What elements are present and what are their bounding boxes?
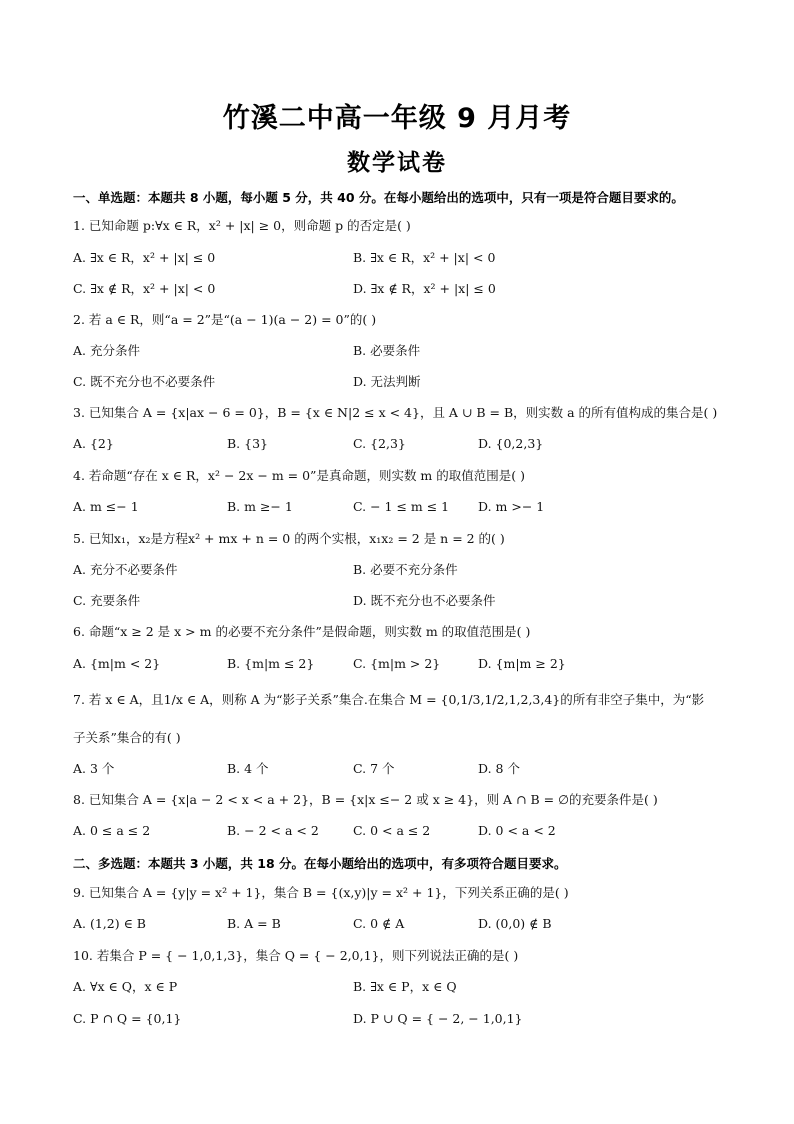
question-6-stem: 6. 命题“x ≥ 2 是 x > m 的必要不充分条件”是假命题，则实数 m 的取值范围是( ) [73, 624, 531, 639]
question-5-option-b: B. 必要不充分条件 [353, 562, 458, 577]
question-6-option-a: A. {m|m < 2} [73, 656, 161, 671]
question-7-option-b: B. 4 个 [227, 761, 269, 776]
question-8-option-b: B. − 2 < a < 2 [227, 823, 319, 838]
question-3-option-d: D. {0,2,3} [478, 436, 544, 451]
section-heading-multiple-choice: 二、多选题：本题共 3 小题，共 18 分。在每小题给出的选项中，有多项符合题目要求。 [73, 856, 567, 871]
question-10-stem: 10. 若集合 P = { − 1,0,1,3}，集合 Q = { − 2,0,1}，则下列说法正确的是( ) [73, 948, 519, 963]
question-9-option-d: D. (0,0) ∉ B [478, 916, 552, 931]
question-4-option-c: C. − 1 ≤ m ≤ 1 [353, 499, 450, 514]
question-6-option-c: C. {m|m > 2} [353, 656, 441, 671]
question-7-option-a: A. 3 个 [73, 761, 115, 776]
question-9-option-a: A. (1,2) ∈ B [73, 916, 146, 931]
question-6-option-d: D. {m|m ≥ 2} [478, 656, 566, 671]
question-8-option-c: C. 0 < a ≤ 2 [353, 823, 431, 838]
question-1-stem: 1. 已知命题 p:∀x ∈ R，x² + |x| ≥ 0，则命题 p 的否定是( ) [73, 218, 411, 233]
question-2-option-d: D. 无法判断 [353, 374, 421, 389]
question-5-option-a: A. 充分不必要条件 [73, 562, 178, 577]
question-9-option-b: B. A = B [227, 916, 281, 931]
question-3-option-c: C. {2,3} [353, 436, 406, 451]
question-2-option-c: C. 既不充分也不必要条件 [73, 374, 216, 389]
section-heading-single-choice: 一、单选题：本题共 8 小题，每小题 5 分，共 40 分。在每小题给出的选项中，只有一项是符合题目要求的。 [73, 190, 684, 205]
question-7-stem: 7. 若 x ∈ A，且1/x ∈ A，则称 A 为“影子关系”集合.在集合 M = {0,1/3,1/2,1,2,3,4}的所有非空子集中，为“影 [73, 692, 705, 707]
question-2-stem: 2. 若 a ∈ R，则“a = 2”是“(a − 1)(a − 2) = 0”的( ) [73, 312, 377, 327]
question-5-stem: 5. 已知x₁，x₂是方程x² + mx + n = 0 的两个实根，x₁x₂ = 2 是 n = 2 的( ) [73, 531, 505, 546]
question-4-option-d: D. m >− 1 [478, 499, 545, 514]
question-9-option-c: C. 0 ∉ A [353, 916, 405, 931]
question-1-option-a: A. ∃x ∈ R，x² + |x| ≤ 0 [73, 250, 216, 265]
question-10-option-d: D. P ∪ Q = { − 2, − 1,0,1} [353, 1011, 523, 1026]
question-5-option-d: D. 既不充分也不必要条件 [353, 593, 496, 608]
question-7-option-c: C. 7 个 [353, 761, 395, 776]
question-8-option-d: D. 0 < a < 2 [478, 823, 556, 838]
question-3-option-a: A. {2} [73, 436, 114, 451]
question-5-option-c: C. 充要条件 [73, 593, 141, 608]
question-10-option-b: B. ∃x ∈ P，x ∈ Q [353, 979, 457, 994]
question-3-stem: 3. 已知集合 A = {x|ax − 6 = 0}，B = {x ∈ N|2 ≤ x < 4}，且 A ∪ B = B，则实数 a 的所有值构成的集合是( ) [73, 405, 718, 420]
page-subtitle: 数学试卷 [347, 150, 447, 176]
question-1-option-c: C. ∃x ∉ R，x² + |x| < 0 [73, 281, 216, 296]
question-4-option-b: B. m ≥− 1 [227, 499, 293, 514]
question-7-option-d: D. 8 个 [478, 761, 520, 776]
question-10-option-a: A. ∀x ∈ Q，x ∈ P [73, 979, 178, 994]
question-4-option-a: A. m ≤− 1 [73, 499, 139, 514]
question-7-stem-continued: 子关系”集合的有( ) [73, 730, 181, 745]
question-10-option-c: C. P ∩ Q = {0,1} [73, 1011, 182, 1026]
question-2-option-b: B. 必要条件 [353, 343, 421, 358]
question-2-option-a: A. 充分条件 [73, 343, 140, 358]
question-6-option-b: B. {m|m ≤ 2} [227, 656, 315, 671]
question-8-stem: 8. 已知集合 A = {x|a − 2 < x < a + 2}，B = {x|x ≤− 2 或 x ≥ 4}，则 A ∩ B = ∅的充要条件是( ) [73, 792, 658, 807]
question-9-stem: 9. 已知集合 A = {y|y = x² + 1}，集合 B = {(x,y)|y = x² + 1}，下列关系正确的是( ) [73, 885, 569, 900]
question-3-option-b: B. {3} [227, 436, 268, 451]
question-1-option-b: B. ∃x ∈ R，x² + |x| < 0 [353, 250, 496, 265]
question-1-option-d: D. ∃x ∉ R，x² + |x| ≤ 0 [353, 281, 496, 296]
question-4-stem: 4. 若命题“存在 x ∈ R，x² − 2x − m = 0”是真命题，则实数 m 的取值范围是( ) [73, 468, 525, 483]
page-title: 竹溪二中高一年级 9 月月考 [222, 103, 572, 134]
question-8-option-a: A. 0 ≤ a ≤ 2 [73, 823, 151, 838]
